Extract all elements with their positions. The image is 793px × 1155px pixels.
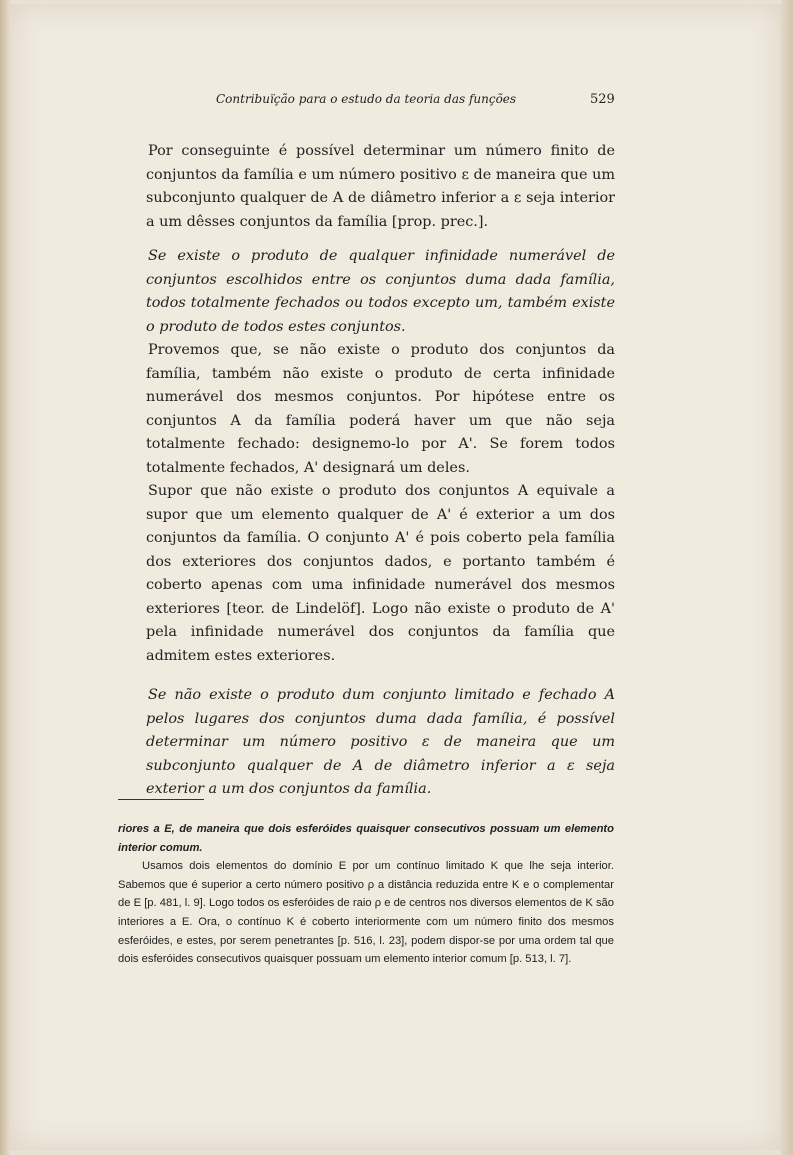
paragraph-1: Por conseguinte é possível determinar um número finito de conjuntos da família e um número positivo ε de maneira que um subconjunto qualquer de A de diâmetro inferior a ε seja interior a um dêsses conjuntos da família [prop. prec.]. [146, 143, 615, 230]
book-spine-edge [0, 0, 10, 1155]
paragraph-3: Provemos que, se não existe o produto dos conjuntos da família, também não existe o produto de certa infinidade numerável dos mesmos conjuntos. Por hipótese entre os conjuntos A da família poderá haver um que não seja totalmente fechado: designemo-lo por A'. Se forem todos totalmente fechados, A' designará um deles. [146, 342, 615, 476]
footnote-continuation: riores a E, de maneira que dois esferóides quaisquer consecutivos possuam um elemento interior comum. [118, 823, 614, 854]
footnote-divider [118, 799, 204, 800]
body-text [146, 140, 615, 802]
footnote [118, 820, 614, 969]
footnote-paragraph: Usamos dois elementos do domínio E por um contínuo limitado K que lhe seja interior. Sabemos que é superior a certo número positivo ρ a distância reduzida entre K e o complementar de E [p. 481, l. 9]. Logo todos os esferóides de raio ρ e de centros nos diversos elementos de K são interiores a E. Ora, o contínuo K é coberto interiormente com um número finito dos mesmos esferóides, e estes, por serem penetrantes [p. 516, l. 23], podem dispor-se por uma ordem tal que dois esferóides consecutivos quaisquer possuam um elemento interior comum [p. 513, l. 7]. [118, 860, 614, 966]
paragraph-4: Supor que não existe o produto dos conjuntos A equivale a supor que um elemento qualquer de A' é exterior a um dos conjuntos da família. O conjunto A' é pois coberto pela família dos exteriores dos conjuntos dados, e portanto também é coberto apenas com uma infinidade numerável dos mesmos exteriores [teor. de Lindelöf]. Logo não existe o produto de A' pela infinidade numerável dos conjuntos da família que admitem estes exteriores. [146, 483, 615, 664]
paragraph-5-theorem: Se não existe o produto dum conjunto limitado e fechado A pelos lugares dos conjuntos duma dada família, é possível determinar um número positivo ε de maneira que um subconjunto qualquer de A de diâmetro inferior a ε seja exterior a um dos conjuntos da família. [146, 687, 615, 797]
running-title: Contribuïção para o estudo da teoria das funções [216, 92, 517, 106]
page-right-edge [781, 0, 793, 1155]
paragraph-2-theorem: Se existe o produto de qualquer infinidade numerável de conjuntos escolhidos entre os conjuntos duma dada família, todos totalmente fechados ou todos excepto um, também existe o produto de todos estes conjuntos. [146, 248, 615, 335]
page-number: 529 [590, 92, 615, 107]
